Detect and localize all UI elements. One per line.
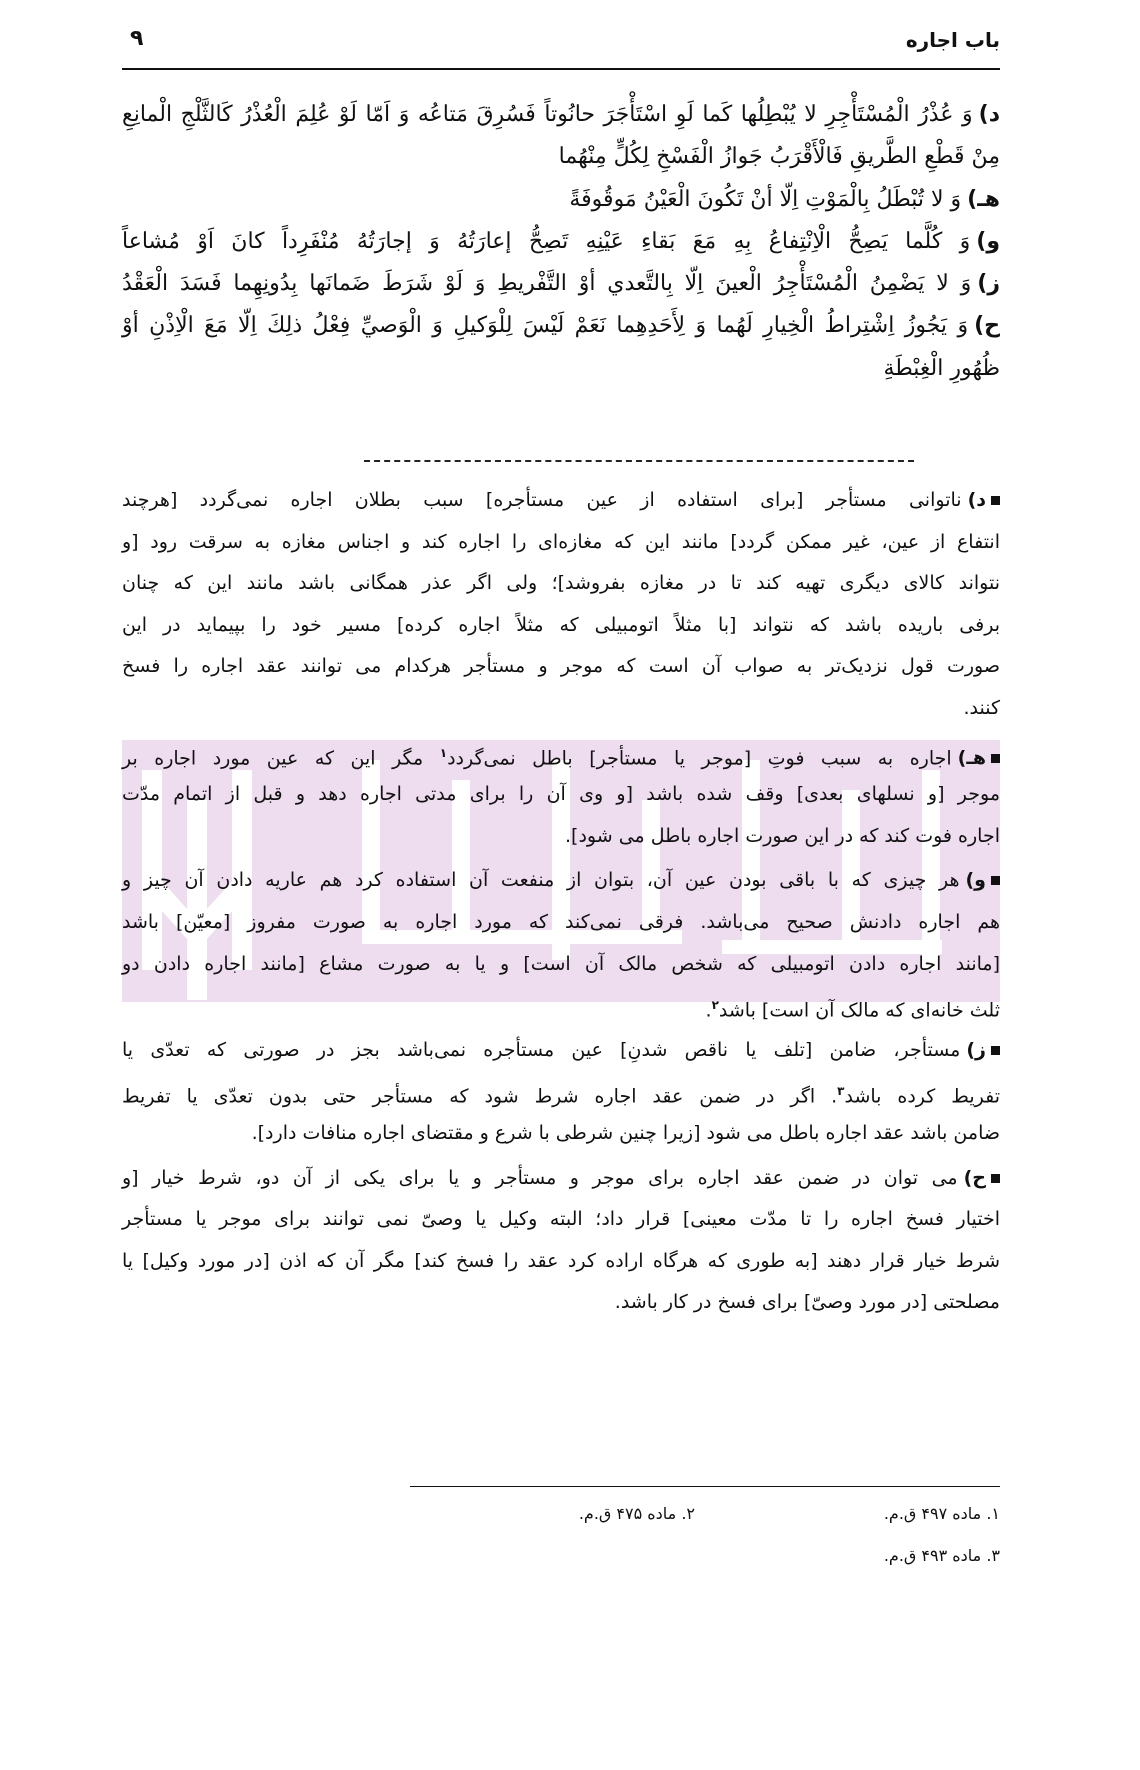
arabic-text: وَ لا يَضْمِنُ الْمُسْتَأْجِرُ الْعينَ اِلّا بِالتَّعدي أوْ التَّفْريطِ وَ لَوْ شَرَطَ ضَمانَها بِدُونِهِما فَسَدَ الْعَقْدُ [122,271,972,297]
clause-label: ح) [963,1166,986,1189]
arabic-line [122,263,1000,305]
line-text: اجاره فوت کند که در این صورت اجاره باطل می شود]. [565,824,1000,847]
arabic-text-block [122,94,1000,390]
arabic-line [122,221,1000,263]
footnote-rule [410,1486,1000,1487]
bullet-square-icon [991,754,1000,763]
translation-line [122,816,1000,858]
arabic-text: وَ كُلَّما يَصِحُّ الْاِنْتِفاعُ بِهِ مَعَ بَقاءِ عَيْنِهِ تَصِحُّ إعارَتُهُ وَ إجارَتُهُ مُنْفَرِداً كانَ اَوْ مُشاعاً [122,228,971,254]
translation-line [122,480,1000,522]
translation-line [122,605,1000,647]
translation-line [122,1158,1000,1200]
clause-label: هـ) [967,186,1000,212]
clause-label: هـ) [957,746,986,769]
chapter-title: باب اجاره [905,28,1000,52]
clause-label: و) [976,228,1000,254]
translation-paragraph [122,1030,1000,1155]
arabic-line [122,348,1000,390]
translation-paragraph [122,1158,1000,1324]
line-text: مستأجر، ضامن [تلف یا ناقص شدنِ] عین مستأجره نمی‌باشد بجز در صورتی که تعدّی یا [122,1038,961,1061]
translation-line [122,944,1000,986]
footnote-1: ۱. ماده ۴۹۷ ق.م. [883,1504,1000,1523]
footnote-marker: ۱ [439,745,448,760]
header-rule [122,68,1000,70]
translation-line [122,688,1000,730]
arabic-line [122,94,1000,136]
arabic-text: ظُهُورِ الْغِبْطَةِ [883,355,1000,381]
line-text: صورت قول نزدیک‌تر به صواب آن است که موجر و مستأجر هرکدام می توانند عقد اجاره را فسخ [122,655,1000,678]
arabic-line [122,136,1000,178]
line-text: کنند. [963,696,1000,719]
line-text: ناتوانی مستأجر [برای استفاده از عین مستأجره] سبب بطلان اجاره نمی‌گردد [هرچند [122,489,962,511]
line-text: شرط خیار قرار دهند [به طوری که هرگاه اراده کرد عقد را فسخ کند] مگر آن که اذن [در مورد وکیل] یا [122,1249,1000,1272]
arabic-line [122,179,1000,221]
line-text: اجاره به سبب فوتِ [موجر یا مستأجر] باطل نمی‌گردد [447,746,952,769]
page-number: ۹ [130,26,144,51]
translation-paragraph [122,480,1000,730]
line-text: هم اجاره دادنش صحیح می‌باشد. فرقی نمی‌کند که مورد اجاره به صورت مفروز [معیّن] باشد [122,910,1000,933]
clause-label: و) [965,869,986,892]
line-text: اختیار فسخ اجاره را تا مدّت معینی] قرار داد؛ البته وکیل یا وصیّ نمی توانند برای موجر یا مستأجر [122,1208,1000,1231]
clause-label: د) [978,102,1000,127]
line-text: [مانند اجاره دادن اتومبیلی که شخص مالک آن است] و یا به صورت مشاع [مانند اجاره دادن دو [122,952,1000,975]
clause-label: د) [967,489,986,511]
line-text: ضامن باشد عقد اجاره باطل می شود [زیرا چنین شرطی با شرع و مقتضای اجاره منافات دارد]. [251,1121,1000,1144]
line-text: می توان در ضمن عقد اجاره برای موجر و مستأجر و یا برای یکی از آن دو، شرط خیار [و [122,1166,958,1189]
translation-line [122,646,1000,688]
translation-line [122,860,1000,902]
translation-line [122,1113,1000,1155]
arabic-line [122,305,1000,347]
line-text: برفی باریده باشد که نتواند [با مثلاً اتومبیلی که مثلاً اجاره کرده] مسیر خود را بپیماید در این [122,613,1000,636]
translation-line [122,522,1000,564]
line-text: . [705,999,712,1022]
clause-label: ز) [966,1038,986,1061]
footnote-3: ۳. ماده ۴۹۳ ق.م. [883,1546,1000,1565]
line-text: انتفاع از عین، غیر ممکن گردد] مانند این که مغازه‌ای را اجاره کند و اجناس مغازه به سرقت رود [و [122,530,1000,553]
clause-label: ح) [974,313,1000,339]
footnote-marker: ۲ [711,998,719,1013]
translation-line [122,902,1000,944]
section-divider [364,460,914,462]
bullet-square-icon [991,1174,1000,1183]
arabic-text: وَ يَجُوزُ اِشْتِراطُ الْخِيارِ لَهُما وَ لِأَحَدِهِما نَعَمْ لَيْسَ لِلْوَكيلِ وَ الْوَصيِّ فِعْلُ ذلِكَ اِلّا مَعَ الْاِذْنِ أوْ [122,313,969,339]
arabic-text: مِنْ قَطْعِ الطَّريقِ فَالْأَقْرَبُ جَوازُ الْفَسْخِ لِكُلٍّ مِنْهُما [558,144,1000,170]
translation-line [122,563,1000,605]
line-text: مگر این که عین مورد اجاره بر [122,746,440,769]
translation-line [122,985,1000,1027]
clause-label: ز) [977,271,1000,297]
line-text: ثلث خانه‌ای که مالک آن است] باشد [718,999,1000,1022]
translation-line [122,1030,1000,1072]
translation-line [122,1241,1000,1283]
arabic-text: وَ عُذْرُ الْمُسْتَأْجِرِ لا يُبْطِلُها كَما لَوِ اسْتَأْجَرَ حانُوتاً فَسُرِقَ مَتاعُه وَ اَمّا لَوْ عُلِمَ الْعُذْرُ كَالثَّلْجِ الْمانِعِ [122,102,973,127]
line-text: تفریط کرده باشد [844,1085,1000,1108]
line-text: . اگر در ضمن عقد اجاره شرط شود که مستأجر حتی بدون تعدّی یا تفریط [122,1085,838,1108]
translation-line [122,1199,1000,1241]
line-text: نتواند کالای دیگری تهیه کند تا در مغازه بفروشد]؛ ولی اگر عذر همگانی باشد مانند این که چنان [122,572,1000,595]
arabic-text: وَ لا تُبْطَلُ بِالْمَوْتِ اِلّا أنْ تَكُونَ الْعَيْنُ مَوقُوفَةً [569,186,962,212]
line-text: موجر [و نسلهای بعدی] وقف شده باشد [و وی آن را برای مدتی اجاره دهد و قبل از اتمام مدّت [122,783,1000,806]
bullet-square-icon [991,496,1000,505]
translation-line [122,1071,1000,1113]
line-text: مصلحتی [در مورد وصیّ] برای فسخ در کار باشد. [614,1291,1000,1314]
bullet-square-icon [991,876,1000,885]
footnote-marker: ۳ [837,1084,845,1099]
persian-translation-block [122,480,1000,1327]
line-text: هر چیزی که با باقی بودن عین آن، بتوان از منفعت آن استفاده کرد هم عاریه دادن آن چیز و [122,869,960,892]
translation-line [122,774,1000,816]
translation-line [122,1282,1000,1324]
translation-paragraph [122,733,1000,858]
bullet-square-icon [991,1046,1000,1055]
footnote-2: ۲. ماده ۴۷۵ ق.م. [578,1504,695,1523]
translation-paragraph [122,860,1000,1026]
translation-line [122,733,1000,775]
